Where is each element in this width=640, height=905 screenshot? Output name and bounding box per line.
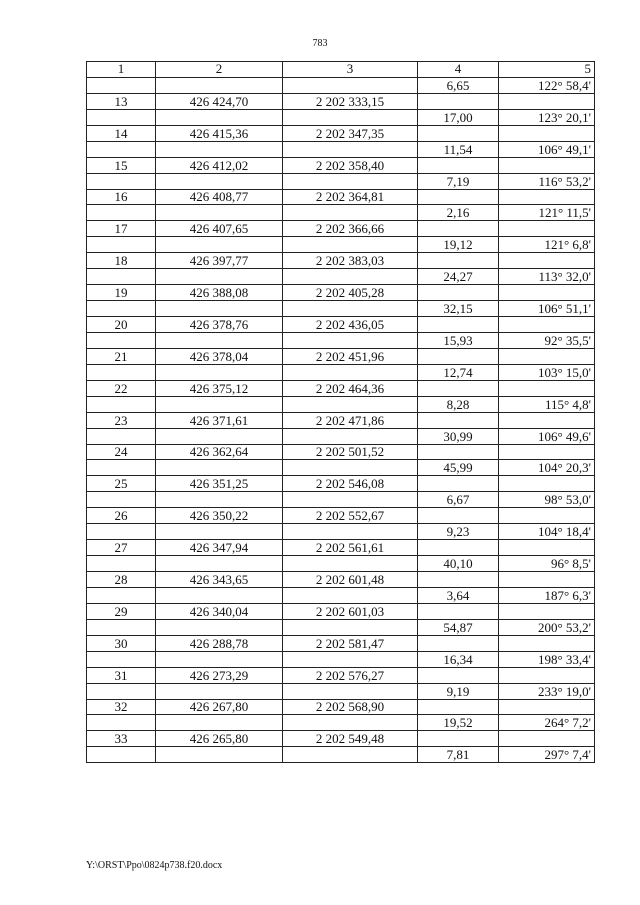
y-coordinate-cell: 2 202 436,05: [283, 317, 418, 333]
y-coordinate-cell: 2 202 601,48: [283, 572, 418, 588]
bearing-cell: [499, 572, 595, 588]
point-number-cell: [87, 364, 156, 380]
point-number-cell: [87, 141, 156, 157]
distance-cell: 54,87: [418, 619, 499, 635]
table-row: [87, 747, 595, 763]
column-header-3: 3: [283, 62, 418, 78]
y-coordinate-cell: 2 202 405,28: [283, 285, 418, 301]
table-row: [87, 699, 595, 715]
bearing-cell: [499, 285, 595, 301]
column-header-4: 4: [418, 62, 499, 78]
bearing-cell: 96° 8,5': [499, 556, 595, 572]
y-coordinate-cell: 2 202 333,15: [283, 93, 418, 109]
point-number-cell: 14: [87, 125, 156, 141]
table-row: [87, 556, 595, 572]
y-coordinate-cell: [283, 396, 418, 412]
bearing-cell: 121° 11,5': [499, 205, 595, 221]
table-row: [87, 348, 595, 364]
bearing-cell: 121° 6,8': [499, 237, 595, 253]
table-row: [87, 603, 595, 619]
x-coordinate-cell: 426 273,29: [156, 667, 283, 683]
distance-cell: 9,23: [418, 524, 499, 540]
y-coordinate-cell: 2 202 464,36: [283, 380, 418, 396]
point-number-cell: [87, 269, 156, 285]
distance-cell: [418, 380, 499, 396]
x-coordinate-cell: 426 407,65: [156, 221, 283, 237]
y-coordinate-cell: 2 202 568,90: [283, 699, 418, 715]
x-coordinate-cell: [156, 556, 283, 572]
bearing-cell: 200° 53,2': [499, 619, 595, 635]
point-number-cell: [87, 237, 156, 253]
point-number-cell: 18: [87, 253, 156, 269]
table-row: [87, 731, 595, 747]
bearing-cell: 92° 35,5': [499, 332, 595, 348]
bearing-cell: [499, 444, 595, 460]
table-row: [87, 221, 595, 237]
y-coordinate-cell: 2 202 383,03: [283, 253, 418, 269]
bearing-cell: [499, 476, 595, 492]
bearing-cell: 122° 58,4': [499, 77, 595, 93]
bearing-cell: [499, 635, 595, 651]
table-row: [87, 572, 595, 588]
table-row: [87, 189, 595, 205]
x-coordinate-cell: [156, 715, 283, 731]
point-number-cell: 33: [87, 731, 156, 747]
point-number-cell: 30: [87, 635, 156, 651]
distance-cell: 7,19: [418, 173, 499, 189]
point-number-cell: 31: [87, 667, 156, 683]
x-coordinate-cell: [156, 364, 283, 380]
distance-cell: [418, 603, 499, 619]
y-coordinate-cell: 2 202 581,47: [283, 635, 418, 651]
bearing-cell: [499, 93, 595, 109]
x-coordinate-cell: 426 408,77: [156, 189, 283, 205]
bearing-cell: 104° 18,4': [499, 524, 595, 540]
distance-cell: 30,99: [418, 428, 499, 444]
y-coordinate-cell: 2 202 601,03: [283, 603, 418, 619]
point-number-cell: 29: [87, 603, 156, 619]
y-coordinate-cell: [283, 556, 418, 572]
table-row: [87, 125, 595, 141]
point-number-cell: [87, 428, 156, 444]
x-coordinate-cell: 426 350,22: [156, 508, 283, 524]
column-header-5: 5: [499, 62, 595, 78]
point-number-cell: [87, 651, 156, 667]
point-number-cell: [87, 301, 156, 317]
distance-cell: [418, 125, 499, 141]
x-coordinate-cell: [156, 747, 283, 763]
x-coordinate-cell: [156, 651, 283, 667]
table-row: [87, 667, 595, 683]
table-row: [87, 77, 595, 93]
bearing-cell: [499, 731, 595, 747]
y-coordinate-cell: [283, 173, 418, 189]
table-row: [87, 173, 595, 189]
y-coordinate-cell: [283, 109, 418, 125]
bearing-cell: 116° 53,2': [499, 173, 595, 189]
distance-cell: 19,52: [418, 715, 499, 731]
distance-cell: 2,16: [418, 205, 499, 221]
table-row: [87, 253, 595, 269]
table-row: [87, 109, 595, 125]
distance-cell: 17,00: [418, 109, 499, 125]
point-number-cell: 21: [87, 348, 156, 364]
bearing-cell: [499, 221, 595, 237]
point-number-cell: [87, 556, 156, 572]
distance-cell: [418, 189, 499, 205]
x-coordinate-cell: 426 397,77: [156, 253, 283, 269]
point-number-cell: [87, 205, 156, 221]
y-coordinate-cell: 2 202 358,40: [283, 157, 418, 173]
x-coordinate-cell: [156, 269, 283, 285]
bearing-cell: [499, 125, 595, 141]
point-number-cell: 32: [87, 699, 156, 715]
bearing-cell: 187° 6,3': [499, 587, 595, 603]
y-coordinate-cell: [283, 747, 418, 763]
distance-cell: [418, 444, 499, 460]
point-number-cell: [87, 619, 156, 635]
x-coordinate-cell: 426 351,25: [156, 476, 283, 492]
y-coordinate-cell: [283, 428, 418, 444]
distance-cell: 16,34: [418, 651, 499, 667]
x-coordinate-cell: [156, 587, 283, 603]
point-number-cell: [87, 492, 156, 508]
point-number-cell: 20: [87, 317, 156, 333]
distance-cell: 3,64: [418, 587, 499, 603]
bearing-cell: 115° 4,8': [499, 396, 595, 412]
point-number-cell: [87, 460, 156, 476]
bearing-cell: [499, 667, 595, 683]
x-coordinate-cell: 426 388,08: [156, 285, 283, 301]
distance-cell: 6,65: [418, 77, 499, 93]
distance-cell: [418, 476, 499, 492]
y-coordinate-cell: 2 202 364,81: [283, 189, 418, 205]
column-header-2: 2: [156, 62, 283, 78]
point-number-cell: [87, 587, 156, 603]
distance-cell: 8,28: [418, 396, 499, 412]
distance-cell: 19,12: [418, 237, 499, 253]
table-row: [87, 269, 595, 285]
y-coordinate-cell: 2 202 576,27: [283, 667, 418, 683]
x-coordinate-cell: [156, 109, 283, 125]
page-number: 783: [312, 38, 328, 49]
table-row: [87, 396, 595, 412]
point-number-cell: 24: [87, 444, 156, 460]
bearing-cell: [499, 348, 595, 364]
distance-cell: [418, 348, 499, 364]
x-coordinate-cell: 426 371,61: [156, 412, 283, 428]
x-coordinate-cell: [156, 683, 283, 699]
y-coordinate-cell: [283, 492, 418, 508]
distance-cell: [418, 540, 499, 556]
bearing-cell: 264° 7,2': [499, 715, 595, 731]
point-number-cell: [87, 683, 156, 699]
bearing-cell: 123° 20,1': [499, 109, 595, 125]
table-row: [87, 524, 595, 540]
table-row: [87, 540, 595, 556]
distance-cell: 24,27: [418, 269, 499, 285]
distance-cell: 12,74: [418, 364, 499, 380]
x-coordinate-cell: [156, 524, 283, 540]
point-number-cell: 26: [87, 508, 156, 524]
table-row: [87, 460, 595, 476]
point-number-cell: [87, 715, 156, 731]
x-coordinate-cell: 426 378,76: [156, 317, 283, 333]
bearing-cell: [499, 157, 595, 173]
y-coordinate-cell: 2 202 451,96: [283, 348, 418, 364]
table-row: [87, 444, 595, 460]
point-number-cell: 16: [87, 189, 156, 205]
bearing-cell: [499, 508, 595, 524]
table-row: [87, 157, 595, 173]
coordinates-table: [86, 61, 595, 763]
x-coordinate-cell: 426 347,94: [156, 540, 283, 556]
x-coordinate-cell: [156, 428, 283, 444]
table-row: [87, 93, 595, 109]
table-row: [87, 619, 595, 635]
x-coordinate-cell: [156, 332, 283, 348]
point-number-cell: [87, 524, 156, 540]
bearing-cell: [499, 540, 595, 556]
point-number-cell: 22: [87, 380, 156, 396]
table-row: [87, 237, 595, 253]
x-coordinate-cell: [156, 141, 283, 157]
point-number-cell: [87, 173, 156, 189]
bearing-cell: [499, 253, 595, 269]
point-number-cell: 15: [87, 157, 156, 173]
x-coordinate-cell: 426 362,64: [156, 444, 283, 460]
x-coordinate-cell: 426 378,04: [156, 348, 283, 364]
bearing-cell: [499, 380, 595, 396]
table-row: [87, 412, 595, 428]
point-number-cell: [87, 109, 156, 125]
x-coordinate-cell: [156, 77, 283, 93]
distance-cell: 6,67: [418, 492, 499, 508]
y-coordinate-cell: 2 202 471,86: [283, 412, 418, 428]
distance-cell: 7,81: [418, 747, 499, 763]
x-coordinate-cell: 426 343,65: [156, 572, 283, 588]
distance-cell: [418, 93, 499, 109]
distance-cell: [418, 285, 499, 301]
bearing-cell: [499, 317, 595, 333]
bearing-cell: 106° 51,1': [499, 301, 595, 317]
table-row: [87, 683, 595, 699]
y-coordinate-cell: [283, 269, 418, 285]
bearing-cell: 233° 19,0': [499, 683, 595, 699]
column-header-1: 1: [87, 62, 156, 78]
bearing-cell: 297° 7,4': [499, 747, 595, 763]
bearing-cell: 113° 32,0': [499, 269, 595, 285]
x-coordinate-cell: 426 340,04: [156, 603, 283, 619]
y-coordinate-cell: [283, 237, 418, 253]
table-row: [87, 651, 595, 667]
table-row: [87, 380, 595, 396]
y-coordinate-cell: 2 202 501,52: [283, 444, 418, 460]
y-coordinate-cell: [283, 683, 418, 699]
x-coordinate-cell: 426 265,80: [156, 731, 283, 747]
x-coordinate-cell: 426 424,70: [156, 93, 283, 109]
y-coordinate-cell: 2 202 366,66: [283, 221, 418, 237]
point-number-cell: [87, 77, 156, 93]
distance-cell: 9,19: [418, 683, 499, 699]
y-coordinate-cell: 2 202 549,48: [283, 731, 418, 747]
table-row: [87, 476, 595, 492]
bearing-cell: 104° 20,3': [499, 460, 595, 476]
x-coordinate-cell: [156, 173, 283, 189]
table-row: [87, 508, 595, 524]
bearing-cell: [499, 699, 595, 715]
distance-cell: 45,99: [418, 460, 499, 476]
bearing-cell: [499, 189, 595, 205]
table-row: [87, 492, 595, 508]
distance-cell: [418, 635, 499, 651]
table-row: [87, 141, 595, 157]
distance-cell: [418, 412, 499, 428]
x-coordinate-cell: 426 415,36: [156, 125, 283, 141]
table-row: [87, 285, 595, 301]
point-number-cell: 19: [87, 285, 156, 301]
bearing-cell: 106° 49,1': [499, 141, 595, 157]
distance-cell: [418, 731, 499, 747]
distance-cell: 11,54: [418, 141, 499, 157]
x-coordinate-cell: [156, 237, 283, 253]
x-coordinate-cell: [156, 301, 283, 317]
table-row: [87, 301, 595, 317]
y-coordinate-cell: 2 202 552,67: [283, 508, 418, 524]
y-coordinate-cell: [283, 205, 418, 221]
table-row: [87, 587, 595, 603]
point-number-cell: [87, 747, 156, 763]
point-number-cell: 28: [87, 572, 156, 588]
table-row: [87, 317, 595, 333]
x-coordinate-cell: 426 288,78: [156, 635, 283, 651]
table-row: [87, 332, 595, 348]
table-row: [87, 428, 595, 444]
x-coordinate-cell: [156, 619, 283, 635]
table-header-row: [87, 62, 595, 78]
point-number-cell: [87, 396, 156, 412]
bearing-cell: [499, 412, 595, 428]
distance-cell: [418, 572, 499, 588]
y-coordinate-cell: [283, 651, 418, 667]
table-row: [87, 715, 595, 731]
point-number-cell: 23: [87, 412, 156, 428]
point-number-cell: 25: [87, 476, 156, 492]
y-coordinate-cell: 2 202 546,08: [283, 476, 418, 492]
distance-cell: [418, 221, 499, 237]
y-coordinate-cell: [283, 619, 418, 635]
footer-file-path: Y:\ORST\Ppo\0824p738.f20.docx: [86, 860, 223, 871]
table-row: [87, 205, 595, 221]
bearing-cell: 198° 33,4': [499, 651, 595, 667]
bearing-cell: 103° 15,0': [499, 364, 595, 380]
table-row: [87, 635, 595, 651]
table-body: [87, 77, 595, 762]
y-coordinate-cell: [283, 332, 418, 348]
x-coordinate-cell: [156, 492, 283, 508]
bearing-cell: 106° 49,6': [499, 428, 595, 444]
y-coordinate-cell: 2 202 347,35: [283, 125, 418, 141]
point-number-cell: 17: [87, 221, 156, 237]
y-coordinate-cell: [283, 587, 418, 603]
distance-cell: 32,15: [418, 301, 499, 317]
y-coordinate-cell: [283, 364, 418, 380]
x-coordinate-cell: 426 267,80: [156, 699, 283, 715]
x-coordinate-cell: 426 412,02: [156, 157, 283, 173]
x-coordinate-cell: [156, 205, 283, 221]
y-coordinate-cell: [283, 141, 418, 157]
point-number-cell: 13: [87, 93, 156, 109]
distance-cell: 15,93: [418, 332, 499, 348]
y-coordinate-cell: [283, 460, 418, 476]
bearing-cell: [499, 603, 595, 619]
distance-cell: [418, 508, 499, 524]
distance-cell: [418, 667, 499, 683]
x-coordinate-cell: [156, 396, 283, 412]
point-number-cell: 27: [87, 540, 156, 556]
distance-cell: [418, 317, 499, 333]
distance-cell: [418, 253, 499, 269]
distance-cell: [418, 157, 499, 173]
bearing-cell: 98° 53,0': [499, 492, 595, 508]
distance-cell: [418, 699, 499, 715]
y-coordinate-cell: 2 202 561,61: [283, 540, 418, 556]
y-coordinate-cell: [283, 77, 418, 93]
y-coordinate-cell: [283, 715, 418, 731]
x-coordinate-cell: [156, 460, 283, 476]
x-coordinate-cell: 426 375,12: [156, 380, 283, 396]
point-number-cell: [87, 332, 156, 348]
table-row: [87, 364, 595, 380]
distance-cell: 40,10: [418, 556, 499, 572]
y-coordinate-cell: [283, 524, 418, 540]
y-coordinate-cell: [283, 301, 418, 317]
